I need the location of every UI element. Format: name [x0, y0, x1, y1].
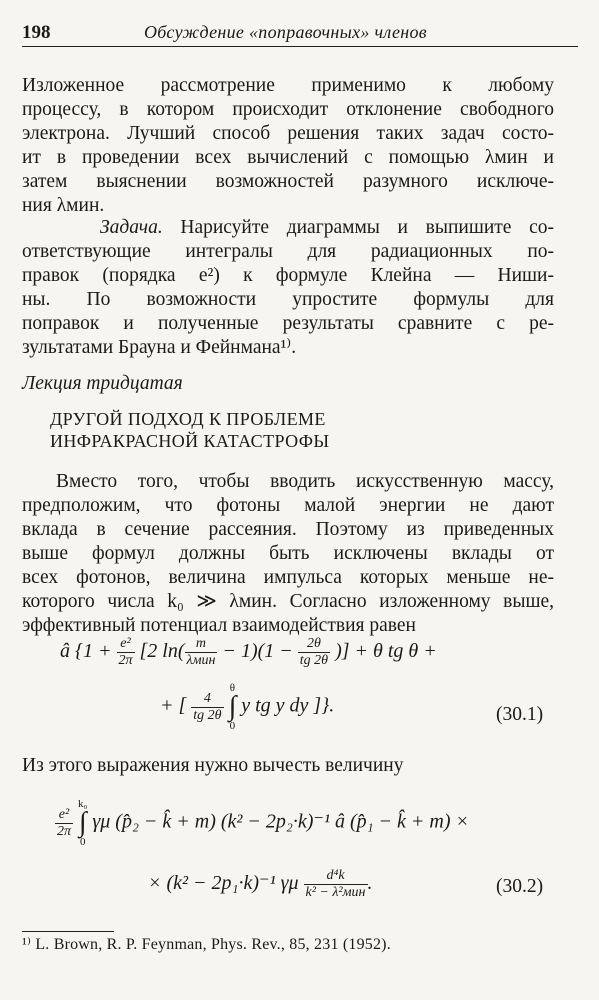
fraction	[117, 636, 135, 669]
chapter-title-line: ИНФРАКРАСНОЙ КАТАСТРОФЫ	[50, 431, 330, 451]
page-header	[22, 20, 578, 47]
eq-token: )] + θ tg θ +	[335, 640, 437, 663]
paragraph-3	[22, 470, 554, 638]
text-line	[22, 216, 554, 240]
text-line: поправок и полученные результаты сравните с ре-	[22, 313, 554, 334]
fraction	[304, 868, 368, 901]
text-line: затем выяснении возможностей разумного исключе-	[22, 171, 554, 192]
text-line: ны. По возможности упростите формулы для	[22, 289, 554, 310]
fraction-numerator: 4	[191, 691, 223, 708]
equation-30-2-line-1	[55, 798, 469, 848]
text-line: процессу, в котором происходит отклонение свободного	[22, 99, 554, 120]
equation-30-2-line-2	[148, 868, 373, 901]
paragraph-4	[22, 754, 554, 778]
footnote: ¹⁾ L. Brown, R. P. Feynman, Phys. Rev., 85, 231 (1952).	[22, 936, 391, 953]
eq-token: â	[60, 640, 70, 663]
text-line: которого числа k₀ ≫ λмин. Согласно изложенному выше,	[22, 591, 554, 612]
fraction-denominator: tg 2θ	[299, 653, 329, 668]
fraction-denominator: k² − λ²мин	[305, 885, 366, 900]
eq-token: .	[367, 872, 373, 895]
text-line: правок (порядка e²) к формуле Клейна — Ниши-	[22, 265, 554, 286]
eq-token: + [	[160, 694, 187, 717]
text-line: предположим, что фотоны малой энергии не дают	[22, 495, 554, 516]
fraction	[191, 691, 223, 724]
paragraph-1	[22, 74, 554, 218]
fraction-denominator: 2π	[118, 653, 133, 668]
equation-number: (30.2)	[496, 876, 544, 897]
text-line: Вместо того, чтобы вводить искусственную массу,	[56, 471, 554, 492]
eq-token: − 1)(1 −	[222, 640, 293, 663]
eq-token: {1 +	[75, 640, 112, 663]
integral-upper-limit: θ	[229, 682, 236, 694]
text-line: Из этого выражения нужно вычесть величину	[22, 755, 404, 776]
text-line: зультатами Брауна и Фейнмана¹⁾.	[22, 337, 297, 358]
text-line: электрона. Лучший способ решения таких задач состо-	[22, 123, 554, 144]
text-line: вклада в сечение рассеяния. Поэтому из приведенных	[22, 519, 554, 540]
task-label: Задача.	[100, 217, 163, 238]
text-line: выше формул должны быть исключены вклады от	[22, 543, 554, 564]
text-line: всех фотонов, величина импульса которых меньше не-	[22, 567, 554, 588]
task-line-first: Нарисуйте диаграммы и выпишите со-	[180, 217, 554, 238]
text-line: ит в проведении всех вычислений с помощью λмин и	[22, 147, 554, 168]
eq-token: [2 ln(	[139, 640, 185, 663]
integral-lower-limit: 0	[79, 836, 86, 848]
fraction-numerator: e²	[55, 807, 73, 824]
equation-number: (30.1)	[496, 704, 544, 725]
fraction-numerator: 2θ	[298, 636, 330, 653]
fraction-denominator: λмин	[186, 653, 216, 668]
footnote-rule	[22, 931, 114, 932]
fraction-denominator: 2π	[57, 823, 72, 839]
equation-30-1-line-1	[60, 636, 437, 669]
integral-lower-limit: 0	[229, 720, 236, 732]
eq-token: y tg y dy	[241, 694, 309, 717]
text-line: ответствующие интегралы для радиационных по-	[22, 241, 554, 262]
task-paragraph	[22, 216, 554, 360]
running-title: Обсуждение «поправочных» членов	[144, 22, 427, 42]
fraction-numerator: e²	[117, 636, 135, 653]
fraction-numerator: m	[185, 636, 218, 653]
lecture-heading: Лекция тридцатая	[22, 373, 183, 394]
eq-token: × (k² − 2p₁·k)⁻¹ γμ	[148, 872, 299, 895]
integral-sign: θ ∫ 0	[228, 682, 237, 732]
equation-30-1-line-2	[160, 682, 334, 732]
integral-sign: k₀ ∫ 0	[78, 798, 88, 848]
fraction-denominator: tg 2θ	[193, 707, 222, 723]
fraction	[298, 636, 330, 669]
fraction	[185, 636, 218, 669]
integral-upper-limit: k₀	[78, 798, 88, 810]
text-line: Изложенное рассмотрение применимо к любому	[22, 75, 554, 96]
page-number: 198	[22, 22, 51, 43]
text-line: ния λмин.	[22, 195, 105, 216]
text-line: эффективный потенциал взаимодействия равен	[22, 615, 416, 636]
eq-token: γμ (p̂₂ − k̂ + m) (k² − 2p₂·k)⁻¹ â (p̂₁ − k̂ + m) ×	[92, 810, 470, 833]
fraction-numerator: d⁴k	[304, 868, 368, 885]
chapter-title	[50, 408, 329, 452]
chapter-title-line: ДРУГОЙ ПОДХОД К ПРОБЛЕМЕ	[50, 409, 326, 429]
fraction	[55, 807, 73, 840]
eq-token: ]}.	[313, 694, 335, 717]
